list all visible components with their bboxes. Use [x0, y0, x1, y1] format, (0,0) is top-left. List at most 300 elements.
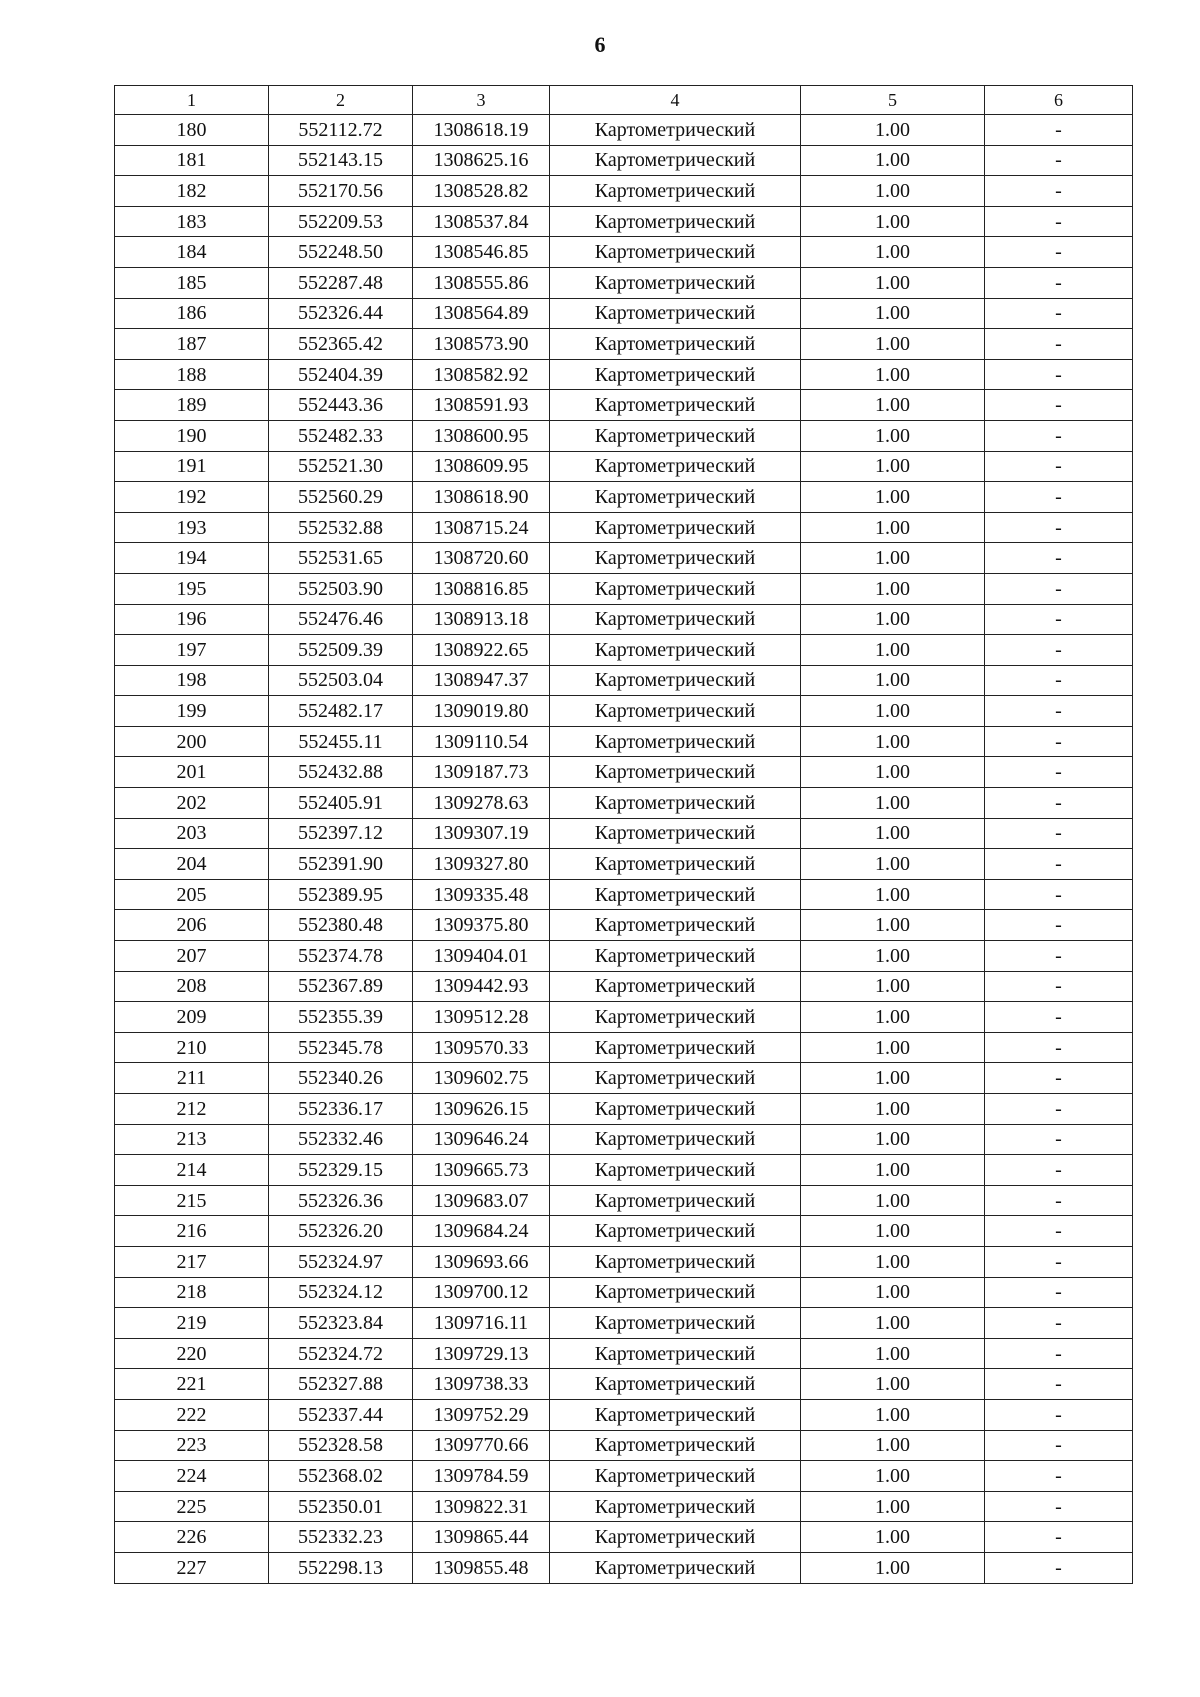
y-coordinate-cell: 1308618.90: [413, 482, 550, 513]
description-cell: -: [985, 573, 1133, 604]
method-cell: Картометрический: [550, 1002, 801, 1033]
x-coordinate-cell: 552326.36: [269, 1185, 413, 1216]
description-cell: -: [985, 1461, 1133, 1492]
point-number-cell: 211: [115, 1063, 269, 1094]
y-coordinate-cell: 1309327.80: [413, 849, 550, 880]
x-coordinate-cell: 552389.95: [269, 879, 413, 910]
page-number: 6: [594, 32, 606, 57]
point-number-cell: 182: [115, 176, 269, 207]
accuracy-cell: 1.00: [801, 1094, 985, 1125]
x-coordinate-cell: 552374.78: [269, 941, 413, 972]
method-cell: Картометрический: [550, 420, 801, 451]
x-coordinate-cell: 552170.56: [269, 176, 413, 207]
description-cell: -: [985, 1094, 1133, 1125]
accuracy-cell: 1.00: [801, 1399, 985, 1430]
description-cell: -: [985, 1002, 1133, 1033]
accuracy-cell: 1.00: [801, 788, 985, 819]
point-number-cell: 193: [115, 512, 269, 543]
description-cell: -: [985, 1491, 1133, 1522]
accuracy-cell: 1.00: [801, 849, 985, 880]
table-row: [115, 1216, 1133, 1247]
x-coordinate-cell: 552397.12: [269, 818, 413, 849]
point-number-cell: 215: [115, 1185, 269, 1216]
description-cell: -: [985, 1369, 1133, 1400]
accuracy-cell: 1.00: [801, 1032, 985, 1063]
description-cell: -: [985, 1216, 1133, 1247]
description-cell: -: [985, 879, 1133, 910]
description-cell: -: [985, 757, 1133, 788]
method-cell: Картометрический: [550, 451, 801, 482]
y-coordinate-cell: 1308546.85: [413, 237, 550, 268]
accuracy-cell: 1.00: [801, 176, 985, 207]
table-row: [115, 573, 1133, 604]
accuracy-cell: 1.00: [801, 1246, 985, 1277]
method-cell: Картометрический: [550, 237, 801, 268]
method-cell: Картометрический: [550, 1185, 801, 1216]
method-cell: Картометрический: [550, 206, 801, 237]
point-number-cell: 195: [115, 573, 269, 604]
y-coordinate-cell: 1308922.65: [413, 635, 550, 666]
y-coordinate-cell: 1309752.29: [413, 1399, 550, 1430]
description-cell: -: [985, 1430, 1133, 1461]
accuracy-cell: 1.00: [801, 665, 985, 696]
description-cell: -: [985, 176, 1133, 207]
y-coordinate-cell: 1309700.12: [413, 1277, 550, 1308]
column-header-2: 2: [269, 86, 413, 115]
y-coordinate-cell: 1309716.11: [413, 1308, 550, 1339]
description-cell: -: [985, 1277, 1133, 1308]
table-row: [115, 1032, 1133, 1063]
accuracy-cell: 1.00: [801, 1124, 985, 1155]
y-coordinate-cell: 1309822.31: [413, 1491, 550, 1522]
accuracy-cell: 1.00: [801, 879, 985, 910]
point-number-cell: 205: [115, 879, 269, 910]
x-coordinate-cell: 552367.89: [269, 971, 413, 1002]
point-number-cell: 180: [115, 115, 269, 146]
description-cell: -: [985, 1032, 1133, 1063]
x-coordinate-cell: 552509.39: [269, 635, 413, 666]
point-number-cell: 202: [115, 788, 269, 819]
description-cell: -: [985, 329, 1133, 360]
y-coordinate-cell: 1308582.92: [413, 359, 550, 390]
column-header-5: 5: [801, 86, 985, 115]
accuracy-cell: 1.00: [801, 941, 985, 972]
point-number-cell: 184: [115, 237, 269, 268]
point-number-cell: 197: [115, 635, 269, 666]
point-number-cell: 200: [115, 726, 269, 757]
point-number-cell: 206: [115, 910, 269, 941]
table-row: [115, 1063, 1133, 1094]
point-number-cell: 217: [115, 1246, 269, 1277]
y-coordinate-cell: 1308591.93: [413, 390, 550, 421]
y-coordinate-cell: 1309335.48: [413, 879, 550, 910]
method-cell: Картометрический: [550, 543, 801, 574]
y-coordinate-cell: 1308573.90: [413, 329, 550, 360]
point-number-cell: 186: [115, 298, 269, 329]
x-coordinate-cell: 552560.29: [269, 482, 413, 513]
table-row: [115, 237, 1133, 268]
table-body: [115, 115, 1133, 1584]
point-number-cell: 183: [115, 206, 269, 237]
description-cell: -: [985, 665, 1133, 696]
y-coordinate-cell: 1309855.48: [413, 1552, 550, 1583]
accuracy-cell: 1.00: [801, 696, 985, 727]
method-cell: Картометрический: [550, 635, 801, 666]
table-row: [115, 1338, 1133, 1369]
description-cell: -: [985, 543, 1133, 574]
method-cell: Картометрический: [550, 910, 801, 941]
point-number-cell: 198: [115, 665, 269, 696]
accuracy-cell: 1.00: [801, 115, 985, 146]
description-cell: -: [985, 390, 1133, 421]
description-cell: -: [985, 267, 1133, 298]
table-row: [115, 604, 1133, 635]
table-row: [115, 512, 1133, 543]
method-cell: Картометрический: [550, 1461, 801, 1492]
accuracy-cell: 1.00: [801, 726, 985, 757]
x-coordinate-cell: 552209.53: [269, 206, 413, 237]
y-coordinate-cell: 1309770.66: [413, 1430, 550, 1461]
x-coordinate-cell: 552350.01: [269, 1491, 413, 1522]
accuracy-cell: 1.00: [801, 1308, 985, 1339]
method-cell: Картометрический: [550, 1124, 801, 1155]
accuracy-cell: 1.00: [801, 329, 985, 360]
description-cell: -: [985, 237, 1133, 268]
accuracy-cell: 1.00: [801, 1338, 985, 1369]
column-header-1: 1: [115, 86, 269, 115]
table-row: [115, 145, 1133, 176]
column-header-4: 4: [550, 86, 801, 115]
x-coordinate-cell: 552112.72: [269, 115, 413, 146]
method-cell: Картометрический: [550, 359, 801, 390]
y-coordinate-cell: 1308947.37: [413, 665, 550, 696]
description-cell: -: [985, 1338, 1133, 1369]
accuracy-cell: 1.00: [801, 237, 985, 268]
accuracy-cell: 1.00: [801, 543, 985, 574]
method-cell: Картометрический: [550, 879, 801, 910]
table-row: [115, 635, 1133, 666]
table-row: [115, 176, 1133, 207]
point-number-cell: 194: [115, 543, 269, 574]
x-coordinate-cell: 552287.48: [269, 267, 413, 298]
x-coordinate-cell: 552380.48: [269, 910, 413, 941]
y-coordinate-cell: 1308537.84: [413, 206, 550, 237]
description-cell: -: [985, 1155, 1133, 1186]
accuracy-cell: 1.00: [801, 1430, 985, 1461]
accuracy-cell: 1.00: [801, 482, 985, 513]
point-number-cell: 208: [115, 971, 269, 1002]
method-cell: Картометрический: [550, 1430, 801, 1461]
method-cell: Картометрический: [550, 788, 801, 819]
method-cell: Картометрический: [550, 1552, 801, 1583]
description-cell: -: [985, 145, 1133, 176]
table-row: [115, 788, 1133, 819]
table-row: [115, 910, 1133, 941]
description-cell: -: [985, 635, 1133, 666]
y-coordinate-cell: 1309738.33: [413, 1369, 550, 1400]
method-cell: Картометрический: [550, 329, 801, 360]
x-coordinate-cell: 552324.97: [269, 1246, 413, 1277]
x-coordinate-cell: 552521.30: [269, 451, 413, 482]
y-coordinate-cell: 1309187.73: [413, 757, 550, 788]
accuracy-cell: 1.00: [801, 1063, 985, 1094]
table-row: [115, 115, 1133, 146]
table-row: [115, 1308, 1133, 1339]
accuracy-cell: 1.00: [801, 1002, 985, 1033]
x-coordinate-cell: 552391.90: [269, 849, 413, 880]
description-cell: -: [985, 971, 1133, 1002]
table-row: [115, 359, 1133, 390]
table-row: [115, 1185, 1133, 1216]
x-coordinate-cell: 552532.88: [269, 512, 413, 543]
method-cell: Картометрический: [550, 971, 801, 1002]
point-number-cell: 201: [115, 757, 269, 788]
table-row: [115, 543, 1133, 574]
method-cell: Картометрический: [550, 726, 801, 757]
method-cell: Картометрический: [550, 1246, 801, 1277]
method-cell: Картометрический: [550, 298, 801, 329]
method-cell: Картометрический: [550, 573, 801, 604]
method-cell: Картометрический: [550, 1308, 801, 1339]
y-coordinate-cell: 1308618.19: [413, 115, 550, 146]
y-coordinate-cell: 1309626.15: [413, 1094, 550, 1125]
point-number-cell: 210: [115, 1032, 269, 1063]
table-row: [115, 1552, 1133, 1583]
x-coordinate-cell: 552503.90: [269, 573, 413, 604]
point-number-cell: 199: [115, 696, 269, 727]
method-cell: Картометрический: [550, 818, 801, 849]
point-number-cell: 209: [115, 1002, 269, 1033]
y-coordinate-cell: 1308609.95: [413, 451, 550, 482]
accuracy-cell: 1.00: [801, 1155, 985, 1186]
point-number-cell: 225: [115, 1491, 269, 1522]
accuracy-cell: 1.00: [801, 1216, 985, 1247]
description-cell: -: [985, 1063, 1133, 1094]
method-cell: Картометрический: [550, 1522, 801, 1553]
accuracy-cell: 1.00: [801, 420, 985, 451]
description-cell: -: [985, 1124, 1133, 1155]
point-number-cell: 223: [115, 1430, 269, 1461]
point-number-cell: 220: [115, 1338, 269, 1369]
accuracy-cell: 1.00: [801, 1461, 985, 1492]
x-coordinate-cell: 552336.17: [269, 1094, 413, 1125]
point-number-cell: 196: [115, 604, 269, 635]
x-coordinate-cell: 552324.72: [269, 1338, 413, 1369]
x-coordinate-cell: 552327.88: [269, 1369, 413, 1400]
x-coordinate-cell: 552326.44: [269, 298, 413, 329]
y-coordinate-cell: 1309110.54: [413, 726, 550, 757]
y-coordinate-cell: 1309570.33: [413, 1032, 550, 1063]
point-number-cell: 207: [115, 941, 269, 972]
y-coordinate-cell: 1308625.16: [413, 145, 550, 176]
table-row: [115, 1002, 1133, 1033]
x-coordinate-cell: 552324.12: [269, 1277, 413, 1308]
x-coordinate-cell: 552355.39: [269, 1002, 413, 1033]
y-coordinate-cell: 1309865.44: [413, 1522, 550, 1553]
description-cell: -: [985, 604, 1133, 635]
point-number-cell: 204: [115, 849, 269, 880]
accuracy-cell: 1.00: [801, 757, 985, 788]
table-row: [115, 1461, 1133, 1492]
accuracy-cell: 1.00: [801, 451, 985, 482]
method-cell: Картометрический: [550, 176, 801, 207]
x-coordinate-cell: 552404.39: [269, 359, 413, 390]
point-number-cell: 189: [115, 390, 269, 421]
y-coordinate-cell: 1309442.93: [413, 971, 550, 1002]
x-coordinate-cell: 552326.20: [269, 1216, 413, 1247]
x-coordinate-cell: 552329.15: [269, 1155, 413, 1186]
y-coordinate-cell: 1309512.28: [413, 1002, 550, 1033]
point-number-cell: 226: [115, 1522, 269, 1553]
y-coordinate-cell: 1309693.66: [413, 1246, 550, 1277]
x-coordinate-cell: 552328.58: [269, 1430, 413, 1461]
point-number-cell: 181: [115, 145, 269, 176]
table-row: [115, 879, 1133, 910]
method-cell: Картометрический: [550, 1032, 801, 1063]
description-cell: -: [985, 1308, 1133, 1339]
x-coordinate-cell: 552365.42: [269, 329, 413, 360]
table-row: [115, 1094, 1133, 1125]
table-row: [115, 451, 1133, 482]
x-coordinate-cell: 552405.91: [269, 788, 413, 819]
method-cell: Картометрический: [550, 512, 801, 543]
accuracy-cell: 1.00: [801, 818, 985, 849]
table-row: [115, 1246, 1133, 1277]
y-coordinate-cell: 1309278.63: [413, 788, 550, 819]
table-row: [115, 1430, 1133, 1461]
method-cell: Картометрический: [550, 696, 801, 727]
method-cell: Картометрический: [550, 267, 801, 298]
table-row: [115, 1155, 1133, 1186]
accuracy-cell: 1.00: [801, 1491, 985, 1522]
description-cell: -: [985, 1522, 1133, 1553]
accuracy-cell: 1.00: [801, 267, 985, 298]
y-coordinate-cell: 1309665.73: [413, 1155, 550, 1186]
table-row: [115, 818, 1133, 849]
description-cell: -: [985, 359, 1133, 390]
table-header-row: [115, 86, 1133, 115]
accuracy-cell: 1.00: [801, 1369, 985, 1400]
description-cell: -: [985, 1552, 1133, 1583]
description-cell: -: [985, 115, 1133, 146]
method-cell: Картометрический: [550, 1063, 801, 1094]
y-coordinate-cell: 1308913.18: [413, 604, 550, 635]
point-number-cell: 214: [115, 1155, 269, 1186]
point-number-cell: 191: [115, 451, 269, 482]
table-row: [115, 665, 1133, 696]
accuracy-cell: 1.00: [801, 971, 985, 1002]
accuracy-cell: 1.00: [801, 604, 985, 635]
accuracy-cell: 1.00: [801, 512, 985, 543]
y-coordinate-cell: 1308564.89: [413, 298, 550, 329]
description-cell: -: [985, 206, 1133, 237]
point-number-cell: 224: [115, 1461, 269, 1492]
description-cell: -: [985, 1399, 1133, 1430]
y-coordinate-cell: 1309784.59: [413, 1461, 550, 1492]
y-coordinate-cell: 1309019.80: [413, 696, 550, 727]
y-coordinate-cell: 1309307.19: [413, 818, 550, 849]
method-cell: Картометрический: [550, 145, 801, 176]
point-number-cell: 218: [115, 1277, 269, 1308]
method-cell: Картометрический: [550, 482, 801, 513]
y-coordinate-cell: 1309602.75: [413, 1063, 550, 1094]
point-number-cell: 219: [115, 1308, 269, 1339]
accuracy-cell: 1.00: [801, 635, 985, 666]
x-coordinate-cell: 552337.44: [269, 1399, 413, 1430]
coordinates-table: [114, 85, 1133, 1584]
accuracy-cell: 1.00: [801, 1522, 985, 1553]
method-cell: Картометрический: [550, 1277, 801, 1308]
accuracy-cell: 1.00: [801, 359, 985, 390]
y-coordinate-cell: 1309729.13: [413, 1338, 550, 1369]
accuracy-cell: 1.00: [801, 206, 985, 237]
method-cell: Картометрический: [550, 115, 801, 146]
method-cell: Картометрический: [550, 1399, 801, 1430]
table-row: [115, 420, 1133, 451]
description-cell: -: [985, 1185, 1133, 1216]
table-row: [115, 849, 1133, 880]
x-coordinate-cell: 552476.46: [269, 604, 413, 635]
accuracy-cell: 1.00: [801, 1552, 985, 1583]
accuracy-cell: 1.00: [801, 1277, 985, 1308]
y-coordinate-cell: 1309683.07: [413, 1185, 550, 1216]
accuracy-cell: 1.00: [801, 390, 985, 421]
y-coordinate-cell: 1309375.80: [413, 910, 550, 941]
point-number-cell: 190: [115, 420, 269, 451]
accuracy-cell: 1.00: [801, 145, 985, 176]
description-cell: -: [985, 726, 1133, 757]
x-coordinate-cell: 552368.02: [269, 1461, 413, 1492]
point-number-cell: 212: [115, 1094, 269, 1125]
table-row: [115, 971, 1133, 1002]
description-cell: -: [985, 696, 1133, 727]
x-coordinate-cell: 552482.17: [269, 696, 413, 727]
accuracy-cell: 1.00: [801, 1185, 985, 1216]
description-cell: -: [985, 420, 1133, 451]
method-cell: Картометрический: [550, 1491, 801, 1522]
point-number-cell: 216: [115, 1216, 269, 1247]
table-row: [115, 696, 1133, 727]
x-coordinate-cell: 552298.13: [269, 1552, 413, 1583]
description-cell: -: [985, 512, 1133, 543]
x-coordinate-cell: 552432.88: [269, 757, 413, 788]
x-coordinate-cell: 552143.15: [269, 145, 413, 176]
point-number-cell: 227: [115, 1552, 269, 1583]
column-header-3: 3: [413, 86, 550, 115]
y-coordinate-cell: 1309646.24: [413, 1124, 550, 1155]
point-number-cell: 222: [115, 1399, 269, 1430]
table-row: [115, 1277, 1133, 1308]
x-coordinate-cell: 552332.23: [269, 1522, 413, 1553]
point-number-cell: 213: [115, 1124, 269, 1155]
description-cell: -: [985, 818, 1133, 849]
table-row: [115, 482, 1133, 513]
x-coordinate-cell: 552345.78: [269, 1032, 413, 1063]
description-cell: -: [985, 788, 1133, 819]
table-row: [115, 1491, 1133, 1522]
table-row: [115, 1399, 1133, 1430]
y-coordinate-cell: 1309404.01: [413, 941, 550, 972]
description-cell: -: [985, 941, 1133, 972]
table-row: [115, 1522, 1133, 1553]
method-cell: Картометрический: [550, 665, 801, 696]
method-cell: Картометрический: [550, 604, 801, 635]
description-cell: -: [985, 451, 1133, 482]
y-coordinate-cell: 1308720.60: [413, 543, 550, 574]
y-coordinate-cell: 1309684.24: [413, 1216, 550, 1247]
accuracy-cell: 1.00: [801, 910, 985, 941]
method-cell: Картометрический: [550, 849, 801, 880]
